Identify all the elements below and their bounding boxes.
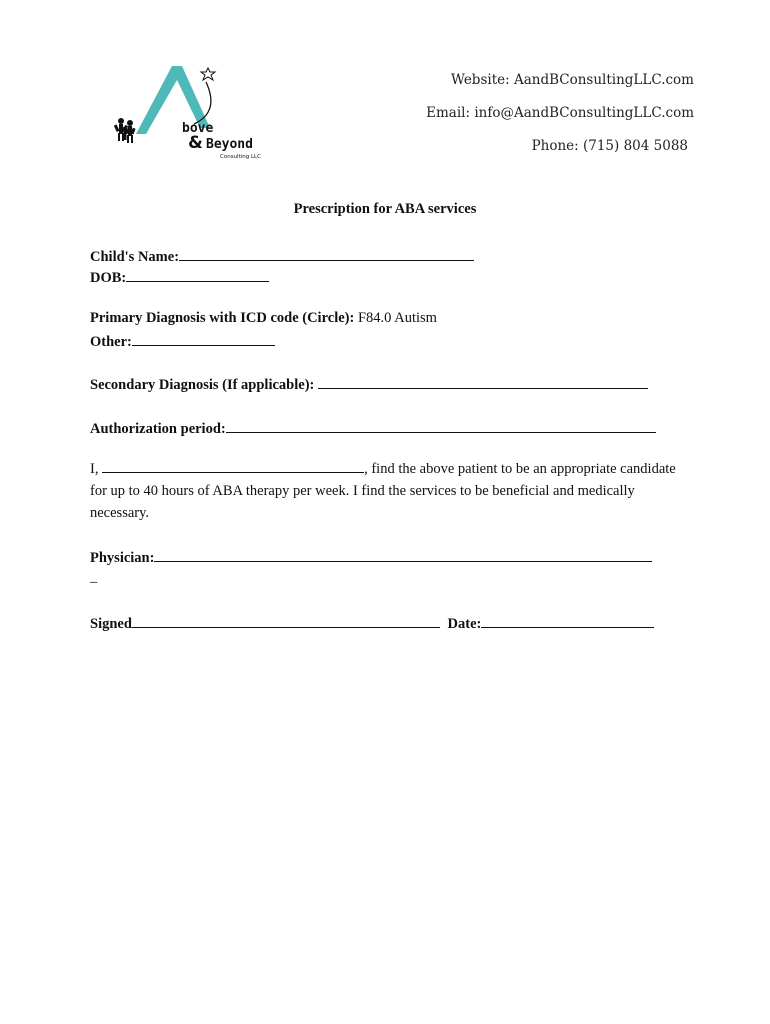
primary-diagnosis-row xyxy=(90,310,437,327)
other-row xyxy=(90,331,275,351)
physician-label: Physician: xyxy=(90,550,155,566)
dob-field[interactable] xyxy=(126,267,269,282)
signed-label: Signed xyxy=(90,616,132,632)
primary-diagnosis-label: Primary Diagnosis with ICD code (Circle): xyxy=(90,310,355,326)
child-name-label: Child's Name: xyxy=(90,249,180,265)
child-name-field[interactable] xyxy=(179,246,474,261)
logo-subtitle: Consulting LLC xyxy=(220,154,261,160)
statement-physician-name-field[interactable] xyxy=(102,459,364,473)
signature-field[interactable] xyxy=(132,613,440,628)
logo-word-beyond: Beyond xyxy=(206,137,253,152)
form-title: Prescription for ABA services xyxy=(293,201,477,217)
secondary-diagnosis-row xyxy=(90,374,648,394)
website-text: Website: AandBConsultingLLC.com xyxy=(451,72,694,88)
primary-diagnosis-option[interactable]: F84.0 Autism xyxy=(357,310,437,326)
child-name-row xyxy=(90,246,474,266)
signature-row xyxy=(90,613,654,633)
secondary-diagnosis-field[interactable] xyxy=(318,374,648,389)
other-field[interactable] xyxy=(132,331,275,346)
company-logo xyxy=(110,62,270,166)
statement-text: , find the above patient to be an appropriate candidate for up to 40 hours of ABA therapy per week. I find the services to be beneficial and medically necessary. xyxy=(90,461,676,521)
date-field[interactable] xyxy=(481,613,654,628)
physician-overflow-mark: _ xyxy=(90,569,98,585)
dob-row xyxy=(90,267,269,287)
email-text: Email: info@AandBConsultingLLC.com xyxy=(426,105,694,121)
physician-row xyxy=(90,547,652,567)
phone-text: Phone: (715) 804 5088 xyxy=(531,138,688,154)
date-label: Date: xyxy=(447,616,482,632)
physician-overflow-row xyxy=(90,569,97,586)
authorization-label: Authorization period: xyxy=(90,421,226,437)
statement-prefix: I, xyxy=(90,461,99,477)
authorization-field[interactable] xyxy=(226,418,656,433)
secondary-diagnosis-label: Secondary Diagnosis (If applicable): xyxy=(90,377,315,393)
dob-label: DOB: xyxy=(90,270,127,286)
authorization-row xyxy=(90,418,656,438)
other-label: Other: xyxy=(90,334,132,350)
physician-field[interactable] xyxy=(154,547,652,562)
contact-block xyxy=(426,72,694,171)
logo-word-bove: bove xyxy=(182,121,214,136)
logo-ampersand: & xyxy=(188,133,203,153)
physician-statement xyxy=(90,458,690,524)
above-beyond-logo-icon xyxy=(110,62,270,166)
